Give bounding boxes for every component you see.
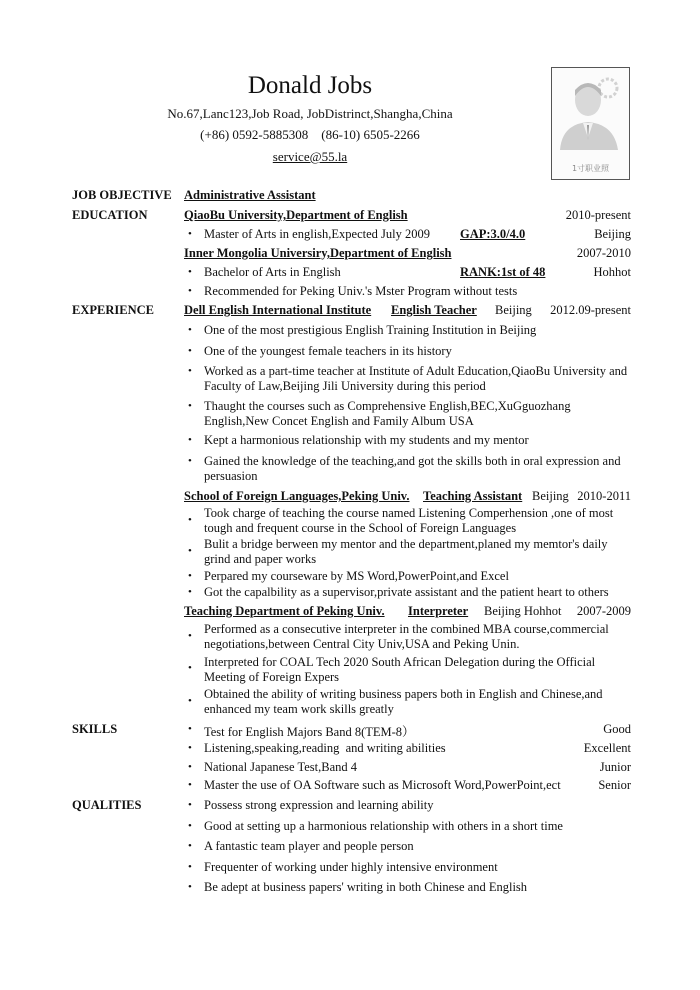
school-date: 2010-present <box>565 208 631 222</box>
bullet: • <box>188 570 192 582</box>
bullet: • <box>188 779 192 791</box>
degree-text: Master of Arts in english,Expected July 2009 <box>204 227 431 241</box>
job-item: Performed as a consecutive interpreter in the combined MBA course,commercial negotiations,between Central City Univ,USA and Peking Unin. <box>204 622 609 651</box>
skill-item: Master the use of OA Software such as Microsoft Word,PowerPoint,ect <box>204 778 561 792</box>
bullet: • <box>188 228 192 240</box>
section-label-objective: JOB OBJECTIVE <box>72 188 172 202</box>
bullet: • <box>188 723 192 735</box>
degree-text: Bachelor of Arts in English <box>204 265 341 279</box>
bullet: • <box>188 586 192 598</box>
degree-location: Beijing <box>594 227 631 241</box>
skill-level: Good <box>603 722 631 736</box>
bullet: • <box>188 840 192 852</box>
job-item: One of the most prestigious English Training Institution in Beijing <box>204 323 537 337</box>
job-place: Beijing <box>532 489 569 503</box>
section-label-qualities: QUALITIES <box>72 798 142 812</box>
bullet: • <box>188 400 192 412</box>
bullet: • <box>188 695 192 707</box>
bullet: • <box>188 455 192 467</box>
quality-item: Frequenter of working under highly intensive environment <box>204 860 498 874</box>
bullet: • <box>188 630 192 642</box>
bullet: • <box>188 662 192 674</box>
job-date: 2007-2009 <box>576 604 631 618</box>
job-item: Bulit a bridge berween my mentor and the department,planed my memtor's daily grind and paper works <box>204 537 608 566</box>
section-label-skills: SKILLS <box>72 722 118 736</box>
degree-location: Hohhot <box>593 265 631 279</box>
job-item: Worked as a part-time teacher at Institute of Adult Education,QiaoBu University and Faculty of Law,Beijing Jili University during this period <box>204 364 628 393</box>
skill-item: Listening,speaking,reading and writing abilities <box>204 741 446 755</box>
rank: RANK:1st of 48 <box>460 265 546 279</box>
job-item: Interpreted for COAL Tech 2020 South African Delegation during the Official Meeting of Foreign Expers <box>204 655 596 684</box>
bullet: • <box>188 514 192 526</box>
job-org: Dell English International Institute <box>184 303 372 317</box>
school-date: 2007-2010 <box>576 246 631 260</box>
job-date: 2012.09-present <box>550 303 631 317</box>
school-name: Inner Mongolia Universiry,Department of English <box>184 246 452 260</box>
bullet: • <box>188 266 192 278</box>
profile-photo <box>551 67 630 180</box>
bullet: • <box>188 799 192 811</box>
job-role: English Teacher <box>391 303 477 317</box>
bullet: • <box>188 434 192 446</box>
bullet: • <box>188 820 192 832</box>
objective-value: Administrative Assistant <box>184 188 316 202</box>
bullet: • <box>188 285 192 297</box>
skill-level: Senior <box>598 778 631 792</box>
job-role: Interpreter <box>408 604 469 618</box>
bullet: • <box>188 365 192 377</box>
bullet: • <box>188 881 192 893</box>
bullet: • <box>188 861 192 873</box>
job-org: School of Foreign Languages,Peking Univ. <box>184 489 410 503</box>
job-place: Beijing <box>495 303 532 317</box>
section-label-education: EDUCATION <box>72 208 148 222</box>
skill-level: Junior <box>599 760 631 774</box>
quality-item: Be adept at business papers' writing in both Chinese and English <box>204 880 528 894</box>
job-item: Gained the knowledge of the teaching,and got the skills both in oral expression and persuasion <box>204 454 621 483</box>
job-role: Teaching Assistant <box>423 489 523 503</box>
job-item: Kept a harmonious relationship with my students and my mentor <box>204 433 529 447</box>
job-item: Took charge of teaching the course named Listening Comperhension ,one of most tough and frequent course in the School of Foreign Languages <box>204 506 614 535</box>
job-org: Teaching Department of Peking Univ. <box>184 604 385 618</box>
job-item: Obtained the ability of writing business papers both in English and Chinese,and enhanced my team work skills greatly <box>204 687 603 716</box>
bullet: • <box>188 761 192 773</box>
education-note: Recommended for Peking Univ.'s Mster Program without tests <box>204 284 518 298</box>
job-item: One of the youngest female teachers in its history <box>204 344 452 358</box>
address: No.67,Lanc123,Job Road, JobDistrinct,Shangha,China <box>167 106 453 121</box>
job-date: 2010-2011 <box>577 489 631 503</box>
bullet: • <box>188 742 192 754</box>
skill-level: Excellent <box>583 741 631 755</box>
job-place: Beijing Hohhot <box>484 604 562 618</box>
photo-caption: 1寸职业照 <box>571 164 610 173</box>
quality-item: A fantastic team player and people person <box>204 839 414 853</box>
section-label-experience: EXPERIENCE <box>72 303 154 317</box>
school-name: QiaoBu University,Department of English <box>184 208 408 222</box>
job-item: Thaught the courses such as Comprehensive English,BEC,XuGguozhang English,New Concet English and Family Album USA <box>204 399 571 428</box>
bullet: • <box>188 345 192 357</box>
job-item: Got the capalbility as a supervisor,private assistant and the patient heart to others <box>204 585 609 599</box>
bullet: • <box>188 324 192 336</box>
quality-item: Possess strong expression and learning ability <box>204 798 434 812</box>
candidate-name: Donald Jobs <box>247 72 373 99</box>
bullet: • <box>188 545 192 557</box>
skill-item: National Japanese Test,Band 4 <box>204 760 358 774</box>
email-link[interactable]: service@55.la <box>272 149 348 164</box>
job-item: Perpared my courseware by MS Word,PowerPoint,and Excel <box>204 569 509 583</box>
quality-item: Good at setting up a harmonious relationship with others in a short time <box>204 819 563 833</box>
phone-numbers: (+86) 0592-5885308 (86-10) 6505-2266 <box>200 127 420 142</box>
skill-item: Test for English Majors Band 8(TEM-8） <box>204 725 415 739</box>
gpa: GAP:3.0/4.0 <box>460 227 526 241</box>
